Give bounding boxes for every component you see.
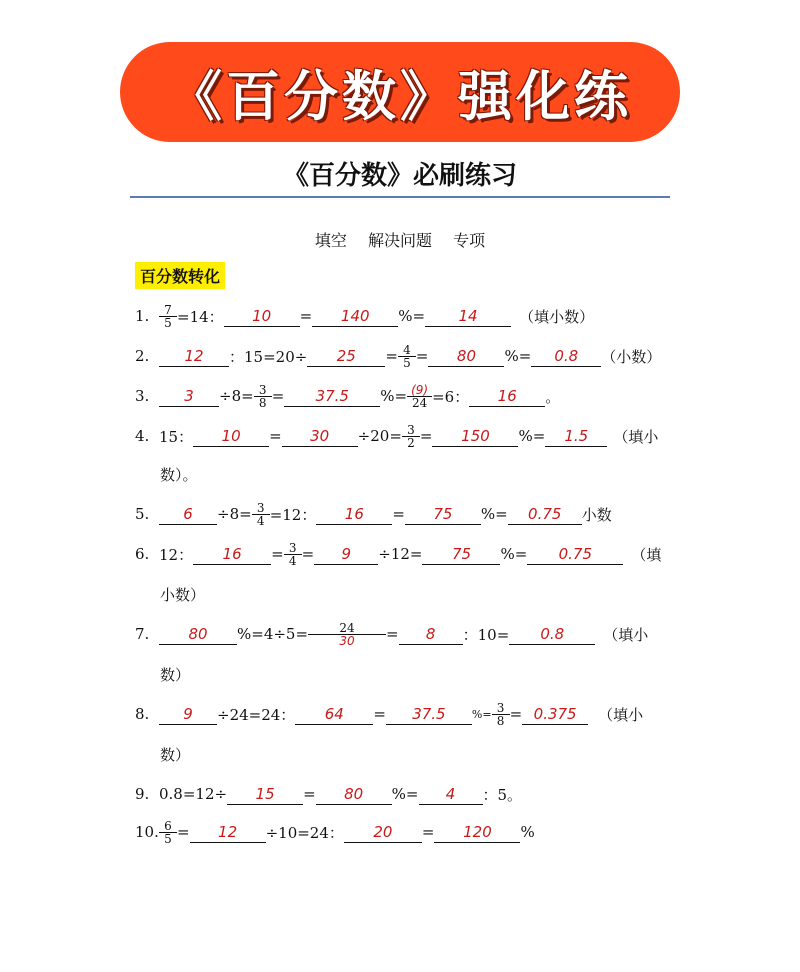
fraction: $\frac{3}{4}$ — [286, 542, 300, 567]
answer-blank: 80 — [159, 624, 237, 645]
answer-blank: 1.5 — [545, 426, 607, 447]
answer-blank: 64 — [295, 704, 373, 725]
answer-blank: 37.5 — [386, 704, 472, 725]
answer-blank: 16 — [469, 386, 545, 407]
answer-blank: 37.5 — [284, 386, 380, 407]
section-problem-solving: 解决问题 — [367, 231, 432, 250]
question-3: 3. 3 ÷8= $\frac{3}{8}$ = 37.5 %= $\frac{(9)}{24}$ =6： 16 。 — [135, 382, 561, 410]
answer-blank: 6 — [159, 504, 217, 525]
fraction: $\frac{3}{4}$ — [254, 502, 268, 527]
fraction: $\frac{3}{2}$ — [404, 424, 418, 449]
answer-blank: 30 — [282, 426, 358, 447]
answer-blank: 120 — [434, 822, 520, 843]
question-10: 10. $\frac{6}{5}$ = 12 ÷10=24： 20 = 120 % — [135, 818, 535, 846]
section-fill-blank: 填空 — [314, 231, 347, 250]
answer-blank: 0.8 — [509, 624, 595, 645]
question-8-cont: 数） — [160, 746, 191, 764]
question-6: 6. 12： 16 = $\frac{3}{4}$ = 9 ÷12= 75 %= 0.75 （填 — [135, 540, 662, 568]
answer-blank: 80 — [428, 346, 504, 367]
fraction: $\frac{4}{5}$ — [400, 344, 414, 369]
banner-title: 《百分数》强化练 — [168, 64, 632, 128]
answer-blank: 0.75 — [508, 504, 582, 525]
question-9: 9. 0.8=12÷ 15 = 80 %= 4 ：5。 — [135, 784, 523, 804]
answer-blank: 16 — [316, 504, 392, 525]
fraction: $\frac{3}{8}$ — [494, 702, 508, 727]
question-1: 1. $\frac{7}{5}$ =14： 10 = 140 %= 14 （填小数） — [135, 302, 595, 330]
answer-blank: 4 — [419, 784, 483, 805]
question-7: 7. 80 %=4÷5= $\frac{24}{30}$ = 8 ：10= 0.8 （填小 — [135, 620, 649, 648]
answer-blank: 12 — [190, 822, 266, 843]
answer-blank: 150 — [432, 426, 518, 447]
answer-blank: 10 — [193, 426, 269, 447]
answer-blank: 9 — [159, 704, 217, 725]
page-subtitle: 《百分数》必刷练习 — [282, 161, 517, 191]
question-2: 2. 12 ：15=20÷ 25 = $\frac{4}{5}$ = 80 %= 0.8 （小数） — [135, 342, 662, 370]
question-5: 5. 6 ÷8= $\frac{3}{4}$ =12： 16 = 75 %= 0.75 小数 — [135, 500, 612, 528]
answer-blank: 3 — [159, 386, 219, 407]
answer-blank: 8 — [399, 624, 463, 645]
answer-blank: 12 — [159, 346, 229, 367]
section-heading: 百分数转化 — [135, 262, 225, 289]
answer-blank: 80 — [316, 784, 392, 805]
fraction: $\frac{6}{5}$ — [161, 820, 175, 845]
question-7-cont: 数） — [160, 666, 191, 684]
answer-blank: 20 — [344, 822, 422, 843]
answer-blank: 15 — [227, 784, 303, 805]
question-8: 8. 9 ÷24=24： 64 = 37.5 %= $\frac{3}{8}$ = 0.375 （填小 — [135, 700, 644, 728]
section-nav — [0, 228, 800, 251]
answer-blank: 9 — [314, 544, 378, 565]
question-6-cont: 小数） — [160, 586, 206, 604]
divider — [130, 196, 670, 198]
answer-blank: 0.75 — [527, 544, 623, 565]
answer-blank: 25 — [307, 346, 385, 367]
answer-blank: 0.375 — [522, 704, 588, 725]
fraction: $\frac{24}{30}$ — [310, 622, 384, 647]
fraction: $\frac{7}{5}$ — [161, 304, 175, 329]
answer-blank: 14 — [425, 306, 511, 327]
question-4: 4. 15： 10 = 30 ÷20= $\frac{3}{2}$ = 150 %= 1.5 （填小 — [135, 422, 659, 450]
answer-blank: 75 — [405, 504, 481, 525]
answer-blank: 16 — [193, 544, 271, 565]
fraction: $\frac{(9)}{24}$ — [409, 384, 430, 409]
answer-blank: 140 — [312, 306, 398, 327]
fraction: $\frac{3}{8}$ — [256, 384, 270, 409]
question-4-cont: 数）。 — [160, 466, 198, 484]
section-special: 专项 — [453, 231, 486, 250]
answer-blank: 75 — [422, 544, 500, 565]
answer-blank: 10 — [224, 306, 300, 327]
answer-blank: 0.8 — [531, 346, 601, 367]
